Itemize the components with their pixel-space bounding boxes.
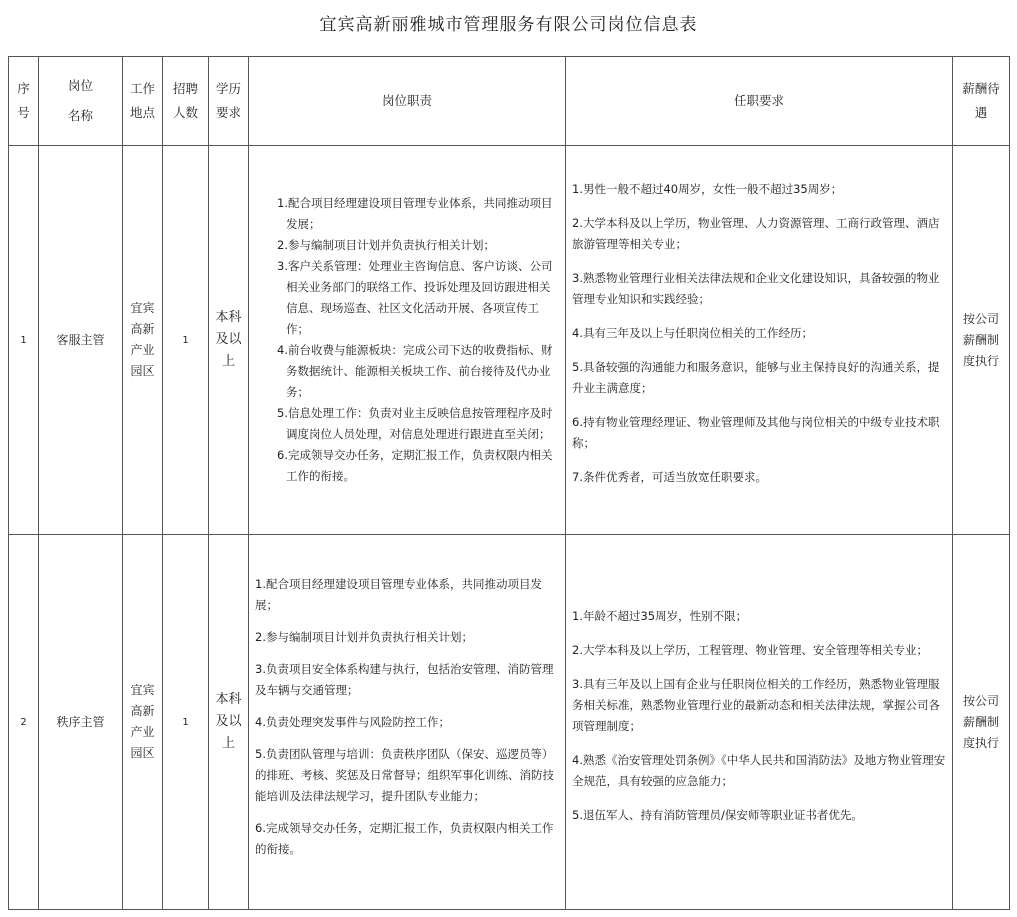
header-requirements: 任职要求 — [566, 57, 953, 146]
row-location: 宜宾高新产业园区 — [123, 535, 163, 910]
row-duties — [249, 146, 566, 535]
header-duties: 岗位职责 — [249, 57, 566, 146]
requirement-item: 6.持有物业管理经理证、物业管理师及其他与岗位相关的中级专业技术职称； — [572, 415, 940, 450]
duty-item: 2.参与编制项目计划并负责执行相关计划； — [277, 238, 495, 252]
requirement-item: 2.大学本科及以上学历，物业管理、人力资源管理、工商行政管理、酒店旅游管理等相关专业； — [572, 216, 940, 251]
header-headcount: 招聘人数 — [163, 57, 209, 146]
duty-item: 4.前台收费与能源板块：完成公司下达的收费指标、财务数据统计、能源相关板块工作、前台接待及代办业务； — [277, 343, 553, 399]
row-duties — [249, 535, 566, 910]
header-salary: 薪酬待遇 — [953, 57, 1010, 146]
table-row — [9, 535, 1010, 910]
requirement-item: 4.熟悉《治安管理处罚条例》《中华人民共和国消防法》及地方物业管理安全规范，具有较强的应急能力； — [572, 752, 946, 788]
row-salary: 按公司薪酬制度执行 — [953, 146, 1010, 535]
duty-item: 1.配合项目经理建设项目管理专业体系，共同推动项目发展； — [277, 196, 553, 231]
requirement-item: 7.条件优秀者，可适当放宽任职要求。 — [572, 470, 767, 484]
job-info-table — [8, 56, 1010, 910]
row-index: 1 — [9, 146, 39, 535]
requirement-item: 3.具有三年及以上国有企业与任职岗位相关的工作经历，熟悉物业管理服务相关标准，熟悉物业管理行业的最新动态和相关法律法规，掌握公司各项管理制度； — [572, 676, 940, 733]
header-index: 序号 — [9, 57, 39, 146]
header-position — [39, 57, 123, 146]
row-headcount: 1 — [163, 146, 209, 535]
row-requirements — [566, 146, 953, 535]
requirement-item: 1.男性一般不超过40周岁，女性一般不超过35周岁； — [572, 182, 843, 196]
row-salary: 按公司薪酬制度执行 — [953, 535, 1010, 910]
header-position-line2: 名称 — [67, 108, 93, 123]
row-education: 本科及以上 — [209, 535, 249, 910]
requirement-item: 4.具有三年及以上与任职岗位相关的工作经历； — [572, 326, 813, 340]
header-education: 学历要求 — [209, 57, 249, 146]
table-row — [9, 146, 1010, 535]
duty-item: 5.信息处理工作：负责对业主反映信息按管理程序及时调度岗位人员处理，对信息处理进行跟进直至关闭； — [277, 406, 553, 441]
duty-item: 2.参与编制项目计划并负责执行相关计划； — [255, 629, 473, 644]
row-location: 宜宾高新产业园区 — [123, 146, 163, 535]
row-position: 客服主管 — [39, 146, 123, 535]
duty-item: 3.客户关系管理：处理业主咨询信息、客户访谈、公司相关业务部门的联络工作、投诉处理及回访跟进相关信息、现场巡查、社区文化活动开展、各项宣传工作； — [277, 259, 553, 336]
row-index: 2 — [9, 535, 39, 910]
duty-item: 6.完成领导交办任务，定期汇报工作，负责权限内相关工作的衔接。 — [277, 448, 553, 483]
requirement-item: 2.大学本科及以上学历，工程管理、物业管理、安全管理等相关专业； — [572, 642, 928, 657]
duty-item: 1.配合项目经理建设项目管理专业体系，共同推动项目发展； — [255, 576, 542, 612]
row-position: 秩序主管 — [39, 535, 123, 910]
duty-item: 6.完成领导交办任务，定期汇报工作，负责权限内相关工作的衔接。 — [255, 820, 554, 856]
duty-item: 3.负责项目安全体系构建与执行，包括治安管理、消防管理及车辆与交通管理； — [255, 661, 554, 697]
duty-item: 4.负责处理突发事件与风险防控工作； — [255, 714, 450, 729]
requirement-item: 1.年龄不超过35周岁，性别不限； — [572, 608, 748, 623]
row-requirements — [566, 535, 953, 910]
header-location: 工作地点 — [123, 57, 163, 146]
page-title: 宜宾高新丽雅城市管理服务有限公司岗位信息表 — [319, 15, 698, 35]
row-education: 本科及以上 — [209, 146, 249, 535]
requirement-item: 5.退伍军人、持有消防管理员/保安师等职业证书者优先。 — [572, 807, 863, 822]
header-position-line1: 岗位 — [67, 78, 93, 93]
row-headcount: 1 — [163, 535, 209, 910]
header-row — [9, 57, 1010, 146]
duty-item: 5.负责团队管理与培训：负责秩序团队（保安、巡逻员等）的排班、考核、奖惩及日常督导；组织军事化训练、消防技能培训及法律法规学习，提升团队专业能力； — [255, 746, 554, 803]
requirement-item: 3.熟悉物业管理行业相关法律法规和企业文化建设知识，具备较强的物业管理专业知识和实践经验； — [572, 271, 940, 306]
requirement-item: 5.具备较强的沟通能力和服务意识，能够与业主保持良好的沟通关系，提升业主满意度； — [572, 360, 940, 395]
